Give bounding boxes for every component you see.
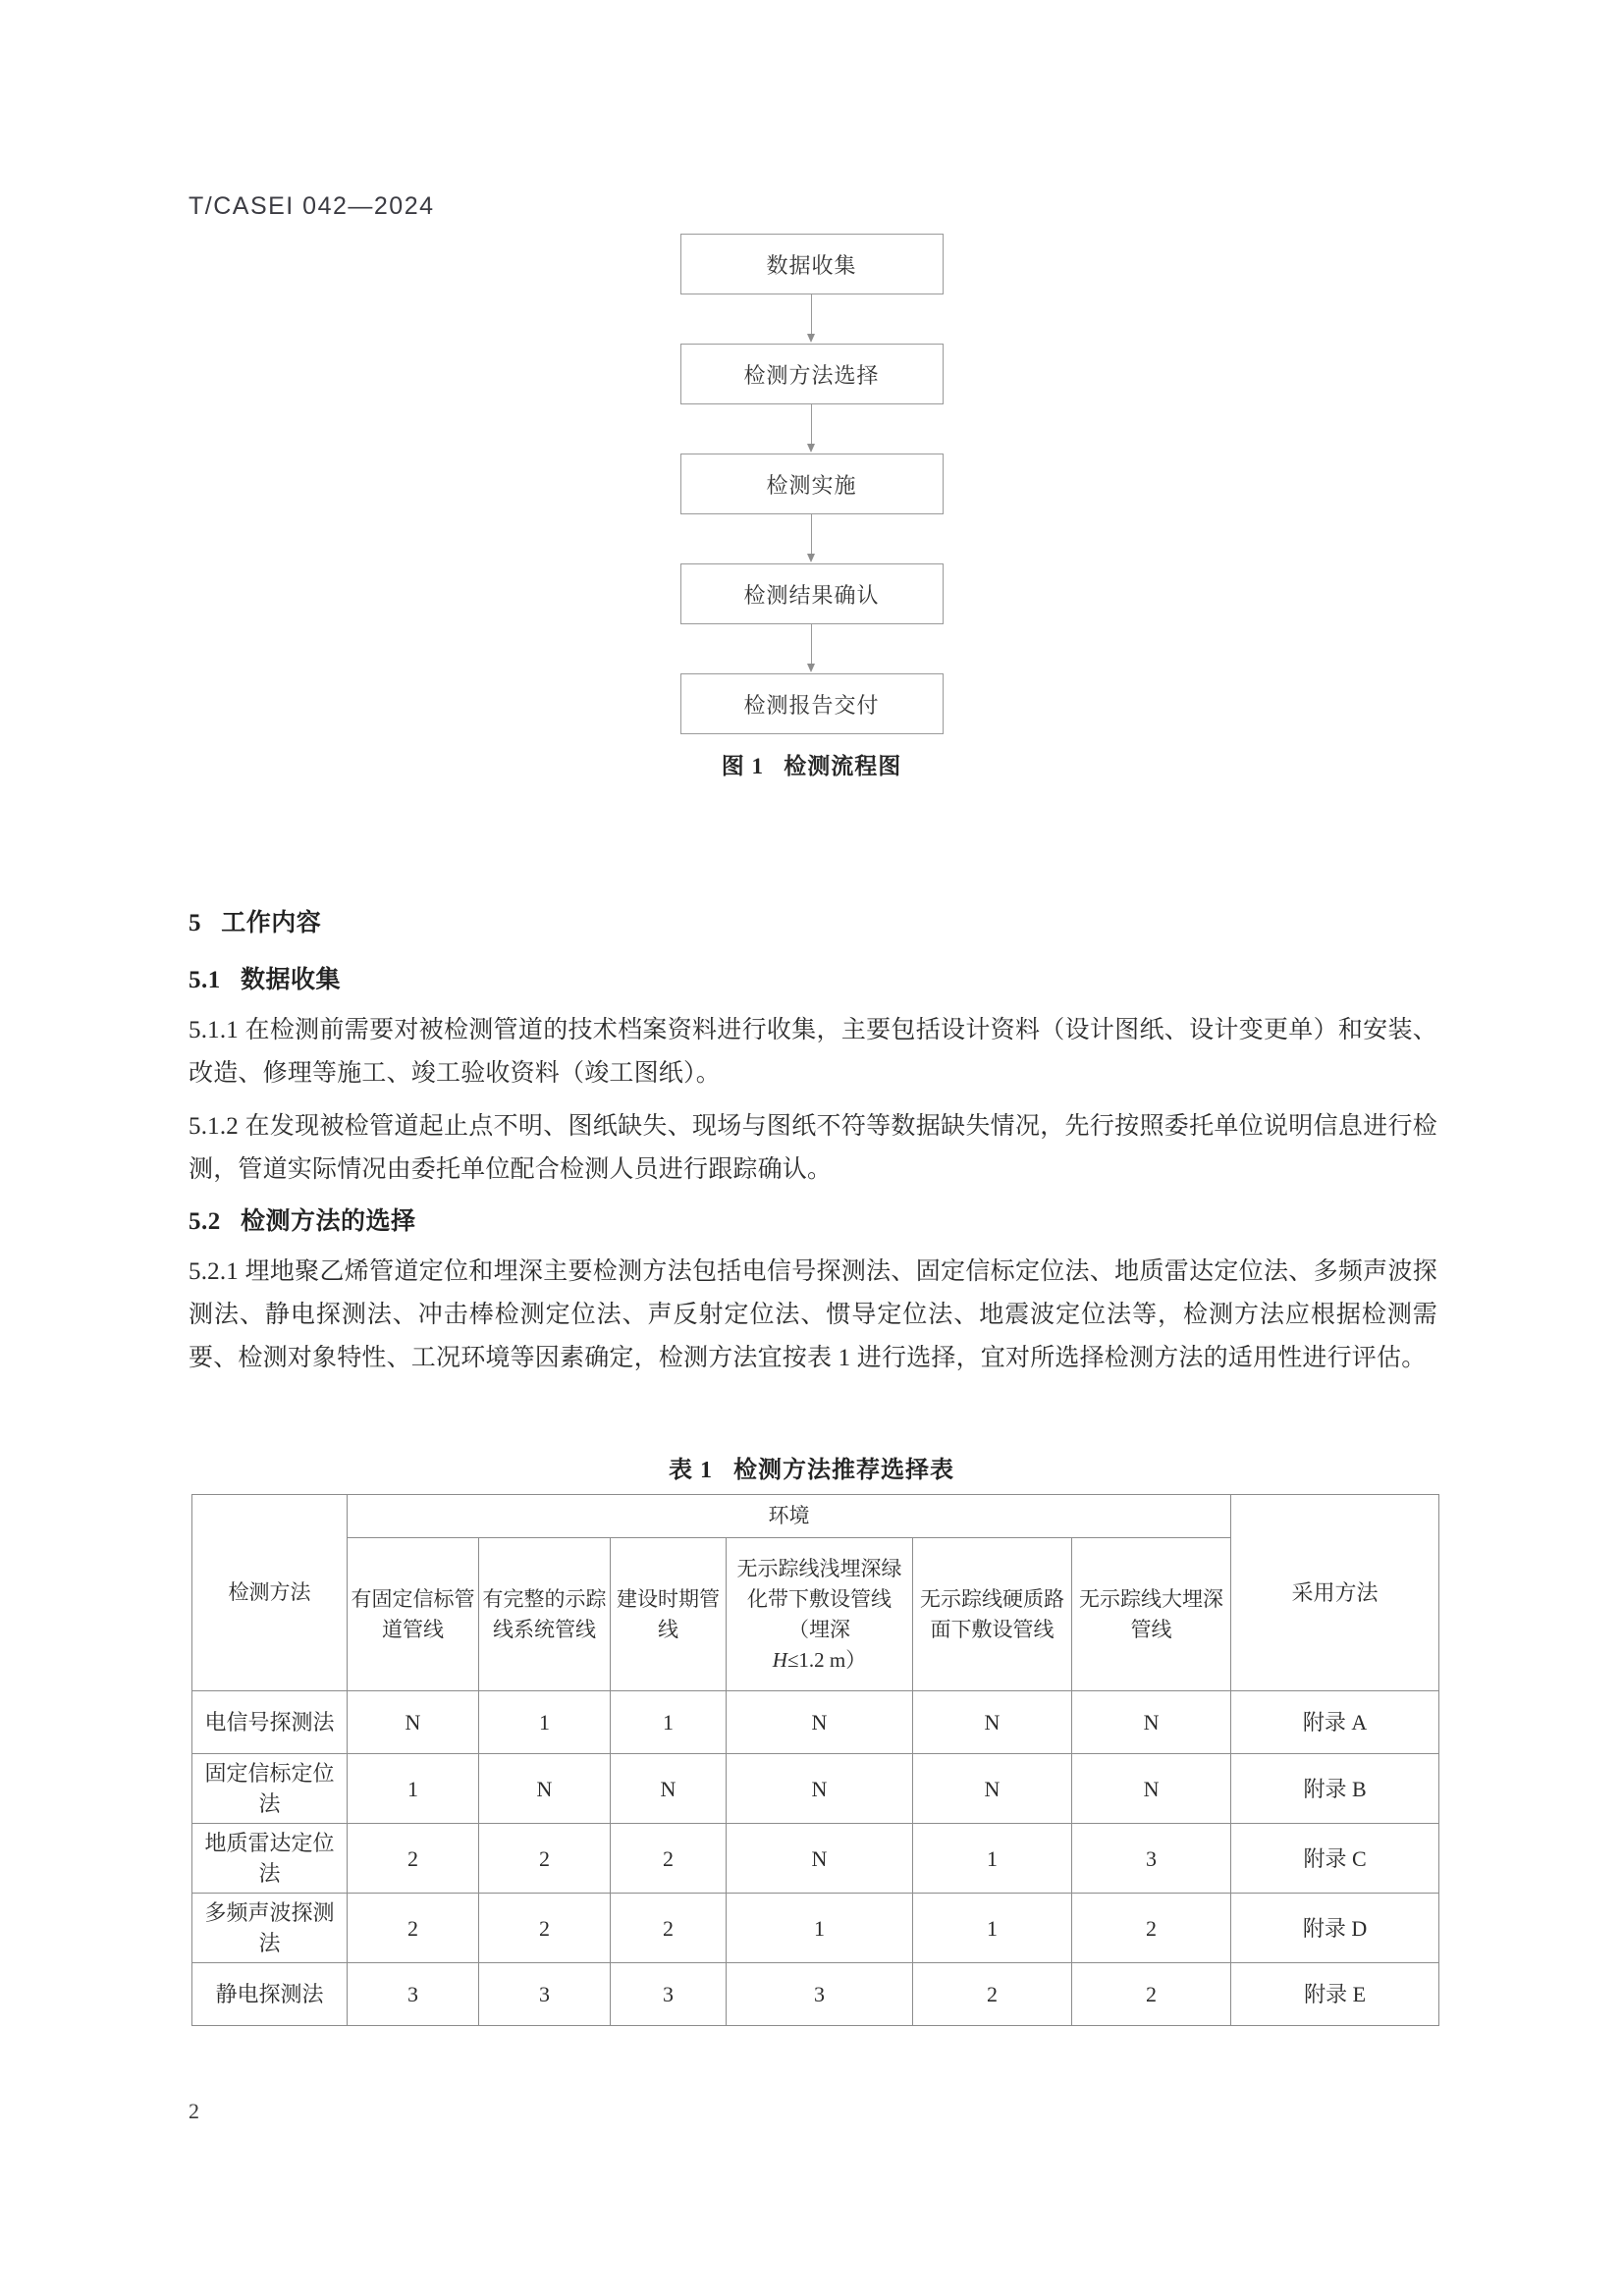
document-header-standard-number: T/CASEI 042—2024 — [189, 192, 435, 220]
table-cell-value: 2 — [348, 1824, 479, 1894]
table-header-adopted-method: 采用方法 — [1231, 1495, 1439, 1691]
table-cell-value: 1 — [479, 1691, 611, 1754]
table-cell-method-name: 静电探测法 — [192, 1963, 348, 2026]
table-cell-value: N — [727, 1691, 913, 1754]
table-cell-method-name: 固定信标定位法 — [192, 1754, 348, 1824]
flow-node-label: 检测结果确认 — [743, 582, 880, 608]
table-cell-value: 2 — [1072, 1963, 1231, 2026]
table-cell-value: 2 — [479, 1824, 611, 1894]
table-cell-value: 1 — [611, 1691, 727, 1754]
table-header-env-fixed-beacon: 有固定信标管道管线 — [348, 1538, 479, 1691]
table-cell-value: 2 — [348, 1894, 479, 1963]
table-header-method: 检测方法 — [192, 1495, 348, 1691]
table-cell-value: N — [913, 1754, 1072, 1824]
table-cell-adopted-method: 附录 C — [1231, 1824, 1439, 1894]
table-detection-method-selection — [191, 1494, 1439, 2026]
flow-node-detection-execution — [680, 454, 944, 514]
flow-node-label: 检测方法选择 — [743, 362, 880, 388]
flow-arrow-down-icon — [811, 404, 813, 454]
table-cell-adopted-method: 附录 A — [1231, 1691, 1439, 1754]
flow-node-label: 数据收集 — [766, 252, 857, 278]
table-cell-value: 2 — [913, 1963, 1072, 2026]
table-header-env-hard-pavement: 无示踪线硬质路面下敷设管线 — [913, 1538, 1072, 1691]
table-cell-value: 1 — [913, 1894, 1072, 1963]
table-cell-value: 1 — [348, 1754, 479, 1824]
table-row — [192, 1824, 1439, 1894]
table-cell-value: 3 — [348, 1963, 479, 2026]
table-header-env-shallow-green-belt-text: 无示踪线浅埋深绿化带下敷设管线（埋深 — [736, 1556, 902, 1641]
table-cell-adopted-method: 附录 D — [1231, 1894, 1439, 1963]
table-cell-value: 1 — [727, 1894, 913, 1963]
table-cell-value: 2 — [611, 1894, 727, 1963]
table-cell-value: 3 — [479, 1963, 611, 2026]
flow-node-data-collection — [680, 234, 944, 294]
formula-variable-h: H — [772, 1647, 787, 1672]
flow-node-label: 检测报告交付 — [743, 692, 880, 718]
flow-node-label: 检测实施 — [766, 472, 857, 498]
paragraph-5-1-2: 5.1.2 在发现被检管道起止点不明、图纸缺失、现场与图纸不符等数据缺失情况，先行按照委托单位说明信息进行检测，管道实际情况由委托单位配合检测人员进行跟踪确认。 — [189, 1113, 1437, 1183]
table-cell-adopted-method: 附录 E — [1231, 1963, 1439, 2026]
page-number: 2 — [189, 2099, 199, 2123]
table-cell-value: N — [1072, 1691, 1231, 1754]
detection-flowchart — [0, 234, 1623, 780]
table-cell-method-name: 电信号探测法 — [192, 1691, 348, 1754]
flow-arrow-down-icon — [811, 514, 813, 563]
table-cell-value: 1 — [913, 1824, 1072, 1894]
body-text-column — [189, 903, 1437, 1380]
table-cell-value: 3 — [727, 1963, 913, 2026]
formula-condition: ≤1.2 m） — [786, 1647, 867, 1672]
table-cell-value: N — [727, 1754, 913, 1824]
table-header-env-construction-period: 建设时期管线 — [611, 1538, 727, 1691]
paragraph-5-1-1: 5.1.1 在检测前需要对被检测管道的技术档案资料进行收集，主要包括设计资料（设计图纸、设计变更单）和安装、改造、修理等施工、竣工验收资料（竣工图纸）。 — [189, 1017, 1437, 1087]
figure-1-caption: 图 1 检测流程图 — [721, 754, 902, 778]
table-1-caption: 表 1 检测方法推荐选择表 — [669, 1458, 954, 1483]
table-header-environment-group: 环境 — [348, 1495, 1231, 1538]
table-cell-value: 3 — [1072, 1824, 1231, 1894]
table-cell-value: N — [611, 1754, 727, 1824]
heading-clause-5-2: 5.2 检测方法的选择 — [189, 1208, 416, 1235]
table-cell-value: N — [479, 1754, 611, 1824]
flow-node-report-delivery — [680, 673, 944, 734]
table-cell-method-name: 多频声波探测法 — [192, 1894, 348, 1963]
paragraph-5-2-1: 5.2.1 埋地聚乙烯管道定位和埋深主要检测方法包括电信号探测法、固定信标定位法、地质雷达定位法、多频声波探测法、静电探测法、冲击棒检测定位法、声反射定位法、惯导定位法、地震波定位法等，检测方法应根据检测需要、检测对象特性、工况环境等因素确定，检测方法宜按表 1 进行选择，宜对所选择检测方法的适用性进行评估。 — [189, 1258, 1437, 1371]
table-cell-value: N — [913, 1691, 1072, 1754]
table-header-env-shallow-green-belt — [727, 1538, 913, 1691]
table-header-env-deep-buried: 无示踪线大埋深管线 — [1072, 1538, 1231, 1691]
table-row — [192, 1754, 1439, 1824]
table-cell-value: N — [348, 1691, 479, 1754]
flow-arrow-down-icon — [811, 294, 813, 344]
table-cell-method-name: 地质雷达定位法 — [192, 1824, 348, 1894]
table-header-row-group — [192, 1495, 1439, 1538]
table-row — [192, 1691, 1439, 1754]
table-header-env-tracer-line-system: 有完整的示踪线系统管线 — [479, 1538, 611, 1691]
table-cell-adopted-method: 附录 B — [1231, 1754, 1439, 1824]
table-cell-value: 2 — [479, 1894, 611, 1963]
table-row — [192, 1894, 1439, 1963]
flow-node-result-confirmation — [680, 563, 944, 624]
table-cell-value: N — [1072, 1754, 1231, 1824]
table-cell-value: N — [727, 1824, 913, 1894]
table-cell-value: 3 — [611, 1963, 727, 2026]
flow-arrow-down-icon — [811, 624, 813, 673]
table-cell-value: 2 — [1072, 1894, 1231, 1963]
table-cell-value: 2 — [611, 1824, 727, 1894]
table-row — [192, 1963, 1439, 2026]
heading-clause-5-1: 5.1 数据收集 — [189, 967, 342, 993]
flow-node-method-selection — [680, 344, 944, 404]
heading-clause-5: 5 工作内容 — [189, 910, 322, 936]
